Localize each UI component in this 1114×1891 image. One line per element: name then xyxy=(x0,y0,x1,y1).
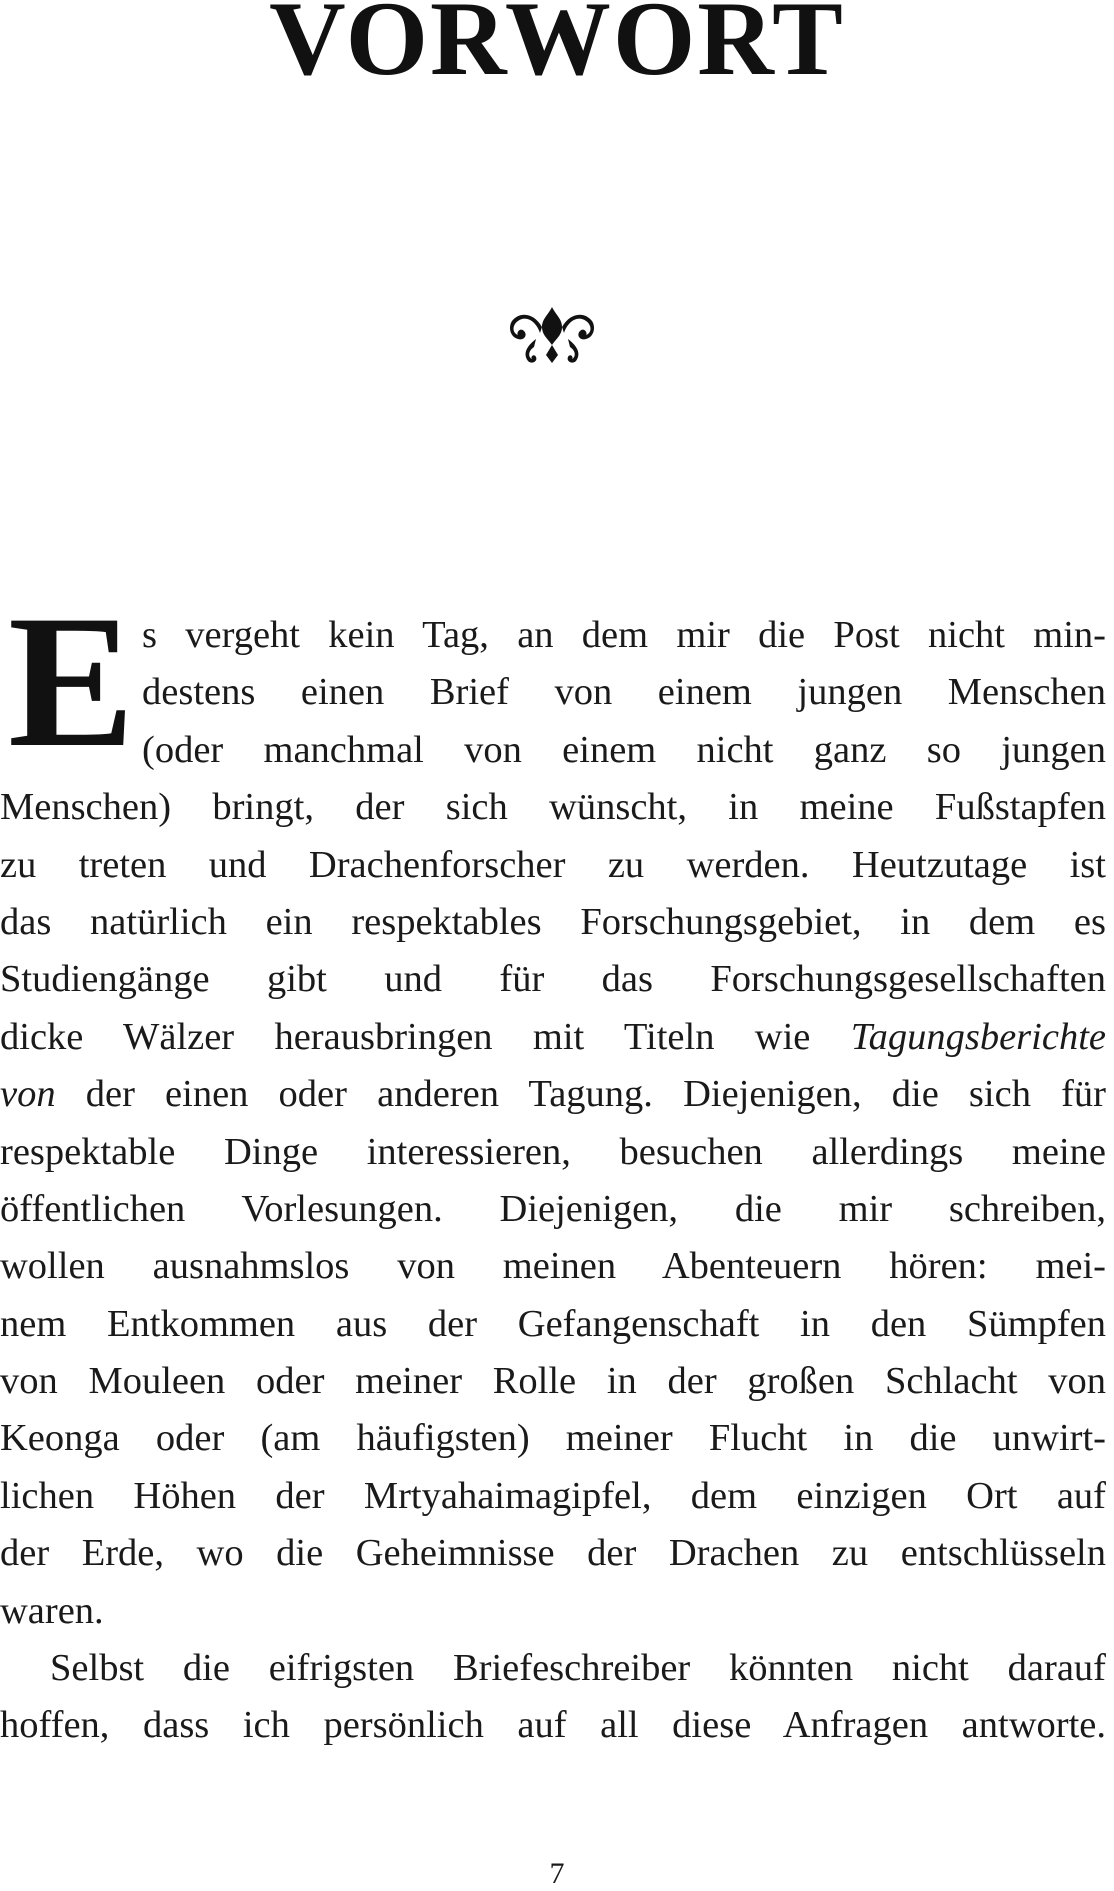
text-line: respektable Dinge interessieren, besuchen allerdings meine xyxy=(0,1130,1106,1173)
text-line: Selbst die eifrigsten Briefeschreiber könnten nicht darauf xyxy=(50,1647,1106,1690)
text-line: wollen ausnahmslos von meinen Abenteuern hören: mei- xyxy=(0,1245,1106,1288)
text-line: destens einen Brief von einem jungen Menschen xyxy=(142,671,1106,714)
text-line: öffentlichen Vorlesungen. Diejenigen, die mir schreiben, xyxy=(0,1187,1106,1230)
text-segment: dicke Wälzer herausbringen mit Titeln wie xyxy=(0,1015,851,1058)
text-line: hoffen, dass ich persönlich auf all diese Anfragen antworte. xyxy=(0,1704,1106,1747)
ornament-icon xyxy=(506,305,598,365)
text-line: nem Entkommen aus der Gefangenschaft in den Sümpfen xyxy=(0,1302,1106,1345)
text-line: Keonga oder (am häufigsten) meiner Flucht in die unwirt- xyxy=(0,1417,1106,1460)
text-line xyxy=(0,1009,1106,1066)
text-line: lichen Höhen der Mrtyahaimagipfel, dem einzigen Ort auf xyxy=(0,1474,1106,1517)
text-line: das natürlich ein respektables Forschungsgebiet, in dem es xyxy=(0,900,1106,943)
text-line: Studiengänge gibt und für das Forschungsgesellschaften xyxy=(0,958,1106,1001)
italic-title: Tagungsberichte xyxy=(850,1015,1106,1058)
text-line: s vergeht kein Tag, an dem mir die Post nicht min- xyxy=(142,614,1106,656)
text-line: Menschen) bringt, der sich wünscht, in meine Fußstapfen xyxy=(0,786,1106,829)
drop-cap: E xyxy=(8,577,135,787)
page-number: 7 xyxy=(549,1857,565,1890)
text-line: der Erde, wo die Geheimnisse der Drachen zu entschlüsseln xyxy=(0,1532,1106,1575)
italic-word: von xyxy=(0,1073,56,1116)
text-segment: der einen oder anderen Tagung. Diejenigen, die sich für xyxy=(55,1073,1106,1116)
text-line: zu treten und Drachenforscher zu werden. Heutzutage ist xyxy=(0,843,1106,886)
text-line xyxy=(0,1066,1106,1123)
text-line: von Mouleen oder meiner Rolle in der großen Schlacht von xyxy=(0,1360,1106,1403)
text-line: waren. xyxy=(0,1589,104,1632)
chapter-title: VORWORT xyxy=(269,0,845,97)
body-text xyxy=(0,607,1106,1755)
text-line: (oder manchmal von einem nicht ganz so jungen xyxy=(142,728,1106,771)
